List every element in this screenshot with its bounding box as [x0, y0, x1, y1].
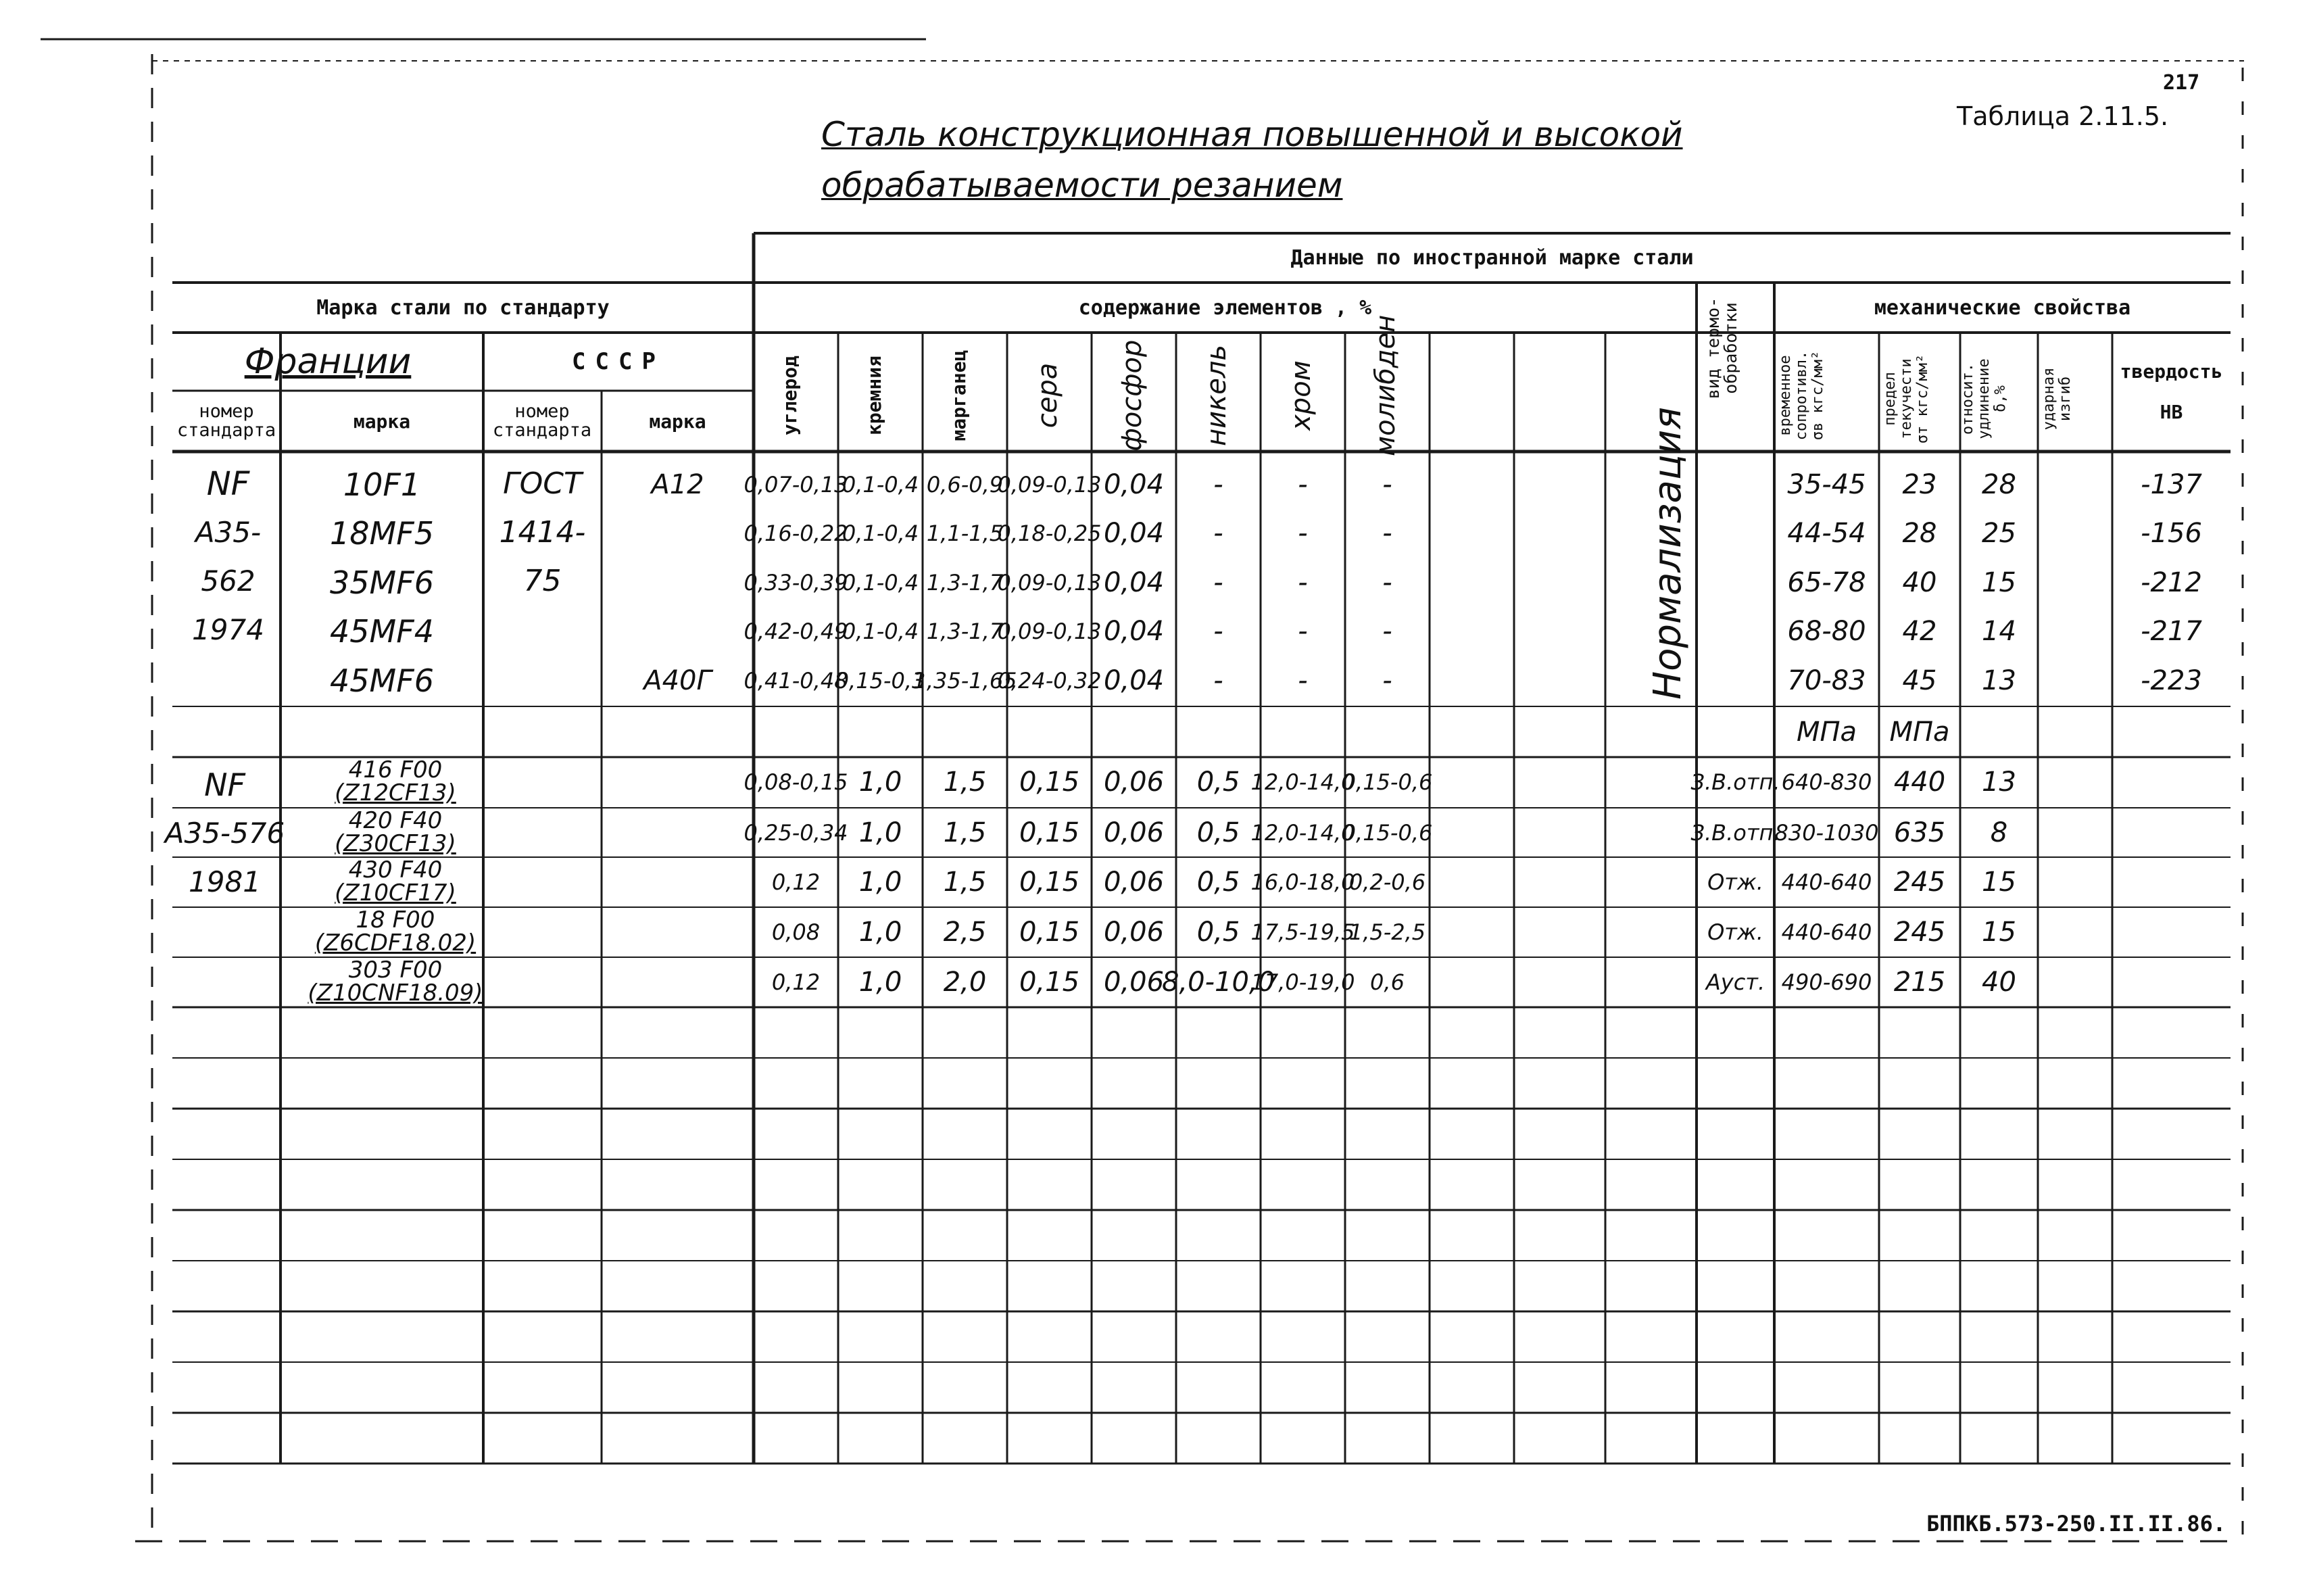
g2-row4-fr-desig: (Z10CNF18.09)	[308, 980, 483, 1007]
g1-row0-tensile: 35-45	[1787, 468, 1866, 500]
page-title-line1: Сталь конструкционная повышенной и высокой	[821, 115, 1683, 154]
g2-row2-fr	[297, 856, 493, 906]
g2-row0-fr-code: 416 F00	[348, 756, 443, 783]
g1-row1-p: 0,04	[1103, 517, 1165, 549]
g1-row3-tensile: 68-80	[1787, 615, 1866, 647]
g2-row3-cr: 17,5-19,5	[1250, 919, 1355, 945]
g1-row2-si: 0,1-0,4	[842, 569, 919, 596]
g1-row3-c: 0,42-0,49	[744, 618, 848, 644]
g1-std-ussr	[483, 460, 602, 606]
g1-row1-hb: -156	[2141, 517, 2202, 549]
g2-row0-fr	[297, 758, 493, 804]
g2-row0-fr-desig: (Z12CF13)	[335, 779, 456, 806]
header-elongation: относит. удлинение δ,%	[1959, 358, 2009, 439]
g1-row2-mo: -	[1382, 566, 1392, 598]
g2-row1-cr: 12,0-14,0	[1250, 820, 1355, 846]
g1-row2-tensile: 65-78	[1787, 566, 1866, 598]
g2-std-fr-1: A35-576	[164, 817, 285, 850]
g2-row3-fr-code: 18 F00	[356, 906, 435, 934]
g1-row4-elong: 13	[1982, 664, 2016, 696]
g1-row2-ni: -	[1213, 566, 1223, 598]
g2-row1-tensile: 830-1030	[1774, 820, 1879, 846]
g1-row1-yield: 28	[1902, 517, 1937, 549]
g2-row3-fr	[297, 906, 493, 957]
header-foreign-data: Данные по иностранной марке стали	[1290, 246, 1694, 270]
g2-row3-ni: 0,5	[1196, 917, 1240, 948]
g2-row0-tensile: 640-830	[1781, 769, 1872, 795]
header-chromium: хром	[1286, 360, 1317, 431]
g1-std-ussr-1: 1414-75	[499, 515, 586, 598]
g1-row3-ni: -	[1213, 615, 1223, 647]
header-elements-content: содержание элементов , %	[1078, 295, 1372, 320]
g2-row3-si: 1,0	[858, 917, 902, 948]
g1-row3-mn: 1,3-1,7	[926, 618, 1004, 644]
g2-row3-c: 0,08	[771, 919, 821, 945]
g2-row3-elong: 15	[1982, 917, 2016, 948]
g1-std-fr-0: NF	[206, 465, 250, 503]
g2-row0-cr: 12,0-14,0	[1250, 769, 1355, 795]
g1-row2-c: 0,33-0,39	[744, 569, 848, 596]
g1-row4-tensile: 70-83	[1787, 664, 1866, 696]
g2-row3-mn: 2,5	[943, 917, 987, 948]
g2-row2-mo: 0,2-0,6	[1348, 869, 1426, 895]
g2-row4-cr: 17,0-19,0	[1250, 969, 1355, 995]
g2-row0-s: 0,15	[1019, 767, 1080, 798]
g1-row4-mn: 1,35-1,65	[912, 667, 1017, 694]
g1-row0-cr: -	[1298, 468, 1308, 500]
g2-row2-p: 0,06	[1103, 867, 1165, 898]
g2-row1-fr	[297, 809, 493, 855]
header-phosphorus: фосфор	[1117, 339, 1148, 452]
header-tensile: временное сопротивл. σв кгс/мм²	[1777, 350, 1826, 441]
g1-row0-ussr: А12	[651, 468, 704, 500]
g2-row4-c: 0,12	[771, 969, 821, 995]
g2-row0-mn: 1,5	[943, 767, 987, 798]
header-hardness: твердость НВ	[2120, 360, 2223, 423]
g1-row4-si: 0,15-0,3	[835, 667, 926, 694]
header-silicon: кремния	[863, 356, 885, 436]
g2-row2-c: 0,12	[771, 869, 821, 895]
g2-row3-tensile: 440-640	[1781, 919, 1872, 945]
g1-row0-ni: -	[1213, 468, 1223, 500]
g2-std-fr-0: NF	[204, 767, 245, 803]
g1-row0-p: 0,04	[1103, 468, 1165, 500]
g2-row0-c: 0,08-0,15	[744, 769, 848, 795]
g1-row3-s: 0,09-0,13	[997, 618, 1102, 644]
g2-row4-s: 0,15	[1019, 967, 1080, 998]
g1-row1-mn: 1,1-1,5	[926, 520, 1004, 546]
g2-row4-mo: 0,6	[1370, 969, 1405, 995]
g1-unit-tensile: МПа	[1796, 716, 1857, 748]
g2-row4-fr-code: 303 F00	[348, 957, 443, 984]
g1-row4-cr: -	[1298, 664, 1308, 696]
header-carbon: углерод	[779, 356, 801, 436]
g1-row3-hb: -217	[2141, 615, 2202, 647]
header-manganese: марганец	[948, 349, 970, 441]
g2-row0-si: 1,0	[858, 767, 902, 798]
g1-row0-mn: 0,6-0,9	[926, 471, 1004, 498]
g2-row0-ni: 0,5	[1196, 767, 1240, 798]
g2-row1-ni: 0,5	[1196, 817, 1240, 848]
header-france: Франции	[244, 341, 412, 382]
g1-row1-elong: 25	[1982, 517, 2016, 549]
g2-row1-fr-code: 420 F40	[348, 807, 443, 834]
g1-row1-mo: -	[1382, 517, 1392, 549]
g2-row2-fr-desig: (Z10CF17)	[335, 879, 456, 906]
g1-row3-yield: 42	[1902, 615, 1937, 647]
g2-row3-mo: 1,5-2,5	[1348, 919, 1426, 945]
header-ussr: СССР	[572, 348, 665, 375]
g2-row2-mn: 1,5	[943, 867, 987, 898]
header-grade-fr: марка	[353, 410, 411, 433]
g2-row0-mo: 0,15-0,6	[1342, 769, 1433, 795]
g2-std-fr-2: 1981	[189, 865, 261, 898]
g1-row1-fr: 18MF5	[330, 514, 434, 552]
header-heat-treatment: вид термо- обработки	[1703, 297, 1740, 400]
header-grade-ussr: марка	[649, 410, 706, 433]
header-grade-by-standard: Марка стали по стандарту	[316, 295, 610, 320]
g1-row1-tensile: 44-54	[1787, 517, 1866, 549]
header-nickel: никель	[1201, 344, 1232, 447]
g1-row1-si: 0,1-0,4	[842, 520, 919, 546]
g2-row2-tensile: 440-640	[1781, 869, 1872, 895]
g2-row2-cr: 16,0-18,0	[1250, 869, 1355, 895]
g1-row0-c: 0,07-0,13	[744, 471, 848, 498]
g2-row2-fr-code: 430 F40	[348, 856, 443, 884]
g2-row0-p: 0,06	[1103, 767, 1165, 798]
g1-row0-yield: 23	[1902, 468, 1937, 500]
g2-row1-p: 0,06	[1103, 817, 1165, 848]
g1-row4-c: 0,41-0,48	[744, 667, 848, 694]
g1-unit-yield: МПа	[1889, 716, 1950, 748]
g1-row1-c: 0,16-0,22	[744, 520, 848, 546]
g1-row2-yield: 40	[1902, 566, 1937, 598]
g2-row1-fr-desig: (Z30CF13)	[335, 830, 456, 857]
g1-row2-hb: -212	[2141, 566, 2202, 598]
g2-row4-mn: 2,0	[943, 967, 987, 998]
g2-row2-treat: Отж.	[1707, 869, 1763, 895]
g2-row2-ni: 0,5	[1196, 867, 1240, 898]
g1-row3-si: 0,1-0,4	[842, 618, 919, 644]
g1-row2-s: 0,09-0,13	[997, 569, 1102, 596]
g1-row2-mn: 1,3-1,7	[926, 569, 1004, 596]
g1-row0-fr: 10F1	[343, 466, 421, 503]
g1-row4-yield: 45	[1902, 664, 1937, 696]
g1-row2-elong: 15	[1982, 566, 2016, 598]
g1-std-fr-1: A35-562	[195, 516, 262, 598]
g1-row0-si: 0,1-0,4	[842, 471, 919, 498]
g2-row0-treat: З.В.отп.	[1690, 769, 1780, 795]
g1-row3-fr: 45MF4	[330, 612, 434, 650]
footer-code: БППКБ.573-250.II.II.86.	[1926, 1511, 2226, 1537]
g2-row4-yield: 215	[1893, 967, 1946, 998]
header-std-number-fr: номер стандарта	[176, 401, 276, 441]
g2-row3-s: 0,15	[1019, 917, 1080, 948]
g2-row1-s: 0,15	[1019, 817, 1080, 848]
g2-row4-p: 0,06	[1103, 967, 1165, 998]
g2-row1-yield: 635	[1893, 817, 1946, 848]
header-sulfur: сера	[1032, 362, 1063, 429]
g2-row2-yield: 245	[1893, 867, 1946, 898]
g1-std-fr	[172, 460, 284, 654]
g1-row4-fr: 45MF6	[330, 662, 434, 699]
g1-row4-s: 0,24-0,32	[997, 667, 1102, 694]
g1-row0-mo: -	[1382, 468, 1392, 500]
header-mech-props: механические свойства	[1874, 295, 2131, 320]
header-std-number-ussr: номер стандарта	[492, 401, 592, 441]
g2-row4-si: 1,0	[858, 967, 902, 998]
page-number: 217	[2163, 71, 2200, 95]
g1-row2-cr: -	[1298, 566, 1308, 598]
header-impact: ударная изгиб	[2041, 367, 2074, 431]
g1-row1-cr: -	[1298, 517, 1308, 549]
g2-row0-yield: 440	[1893, 767, 1946, 798]
g2-std-fr	[162, 760, 287, 906]
g1-row4-hb: -223	[2141, 664, 2202, 696]
g1-treatment: Нормализация	[1646, 407, 1690, 700]
g2-row4-treat: Ауст.	[1705, 969, 1765, 995]
g1-std-fr-2: 1974	[192, 613, 264, 646]
g1-row0-hb: -137	[2141, 468, 2202, 500]
g1-row4-mo: -	[1382, 664, 1392, 696]
g2-row1-mn: 1,5	[943, 817, 987, 848]
g2-row2-si: 1,0	[858, 867, 902, 898]
g2-row2-elong: 15	[1982, 867, 2016, 898]
g2-row0-elong: 13	[1982, 767, 2016, 798]
g1-row0-s: 0,09-0,13	[997, 471, 1102, 498]
g1-row0-elong: 28	[1982, 468, 2016, 500]
g2-row4-tensile: 490-690	[1781, 969, 1872, 995]
page-title-line2: обрабатываемости резанием	[821, 166, 1343, 205]
g2-row4-ni: 8,0-10,0	[1161, 967, 1275, 998]
g1-row3-cr: -	[1298, 615, 1308, 647]
g1-row3-p: 0,04	[1103, 615, 1165, 647]
g2-row1-mo: 0,15-0,6	[1342, 820, 1433, 846]
g2-row3-fr-desig: (Z6CDF18.02)	[314, 929, 477, 957]
g1-row2-fr: 35MF6	[330, 564, 434, 601]
g1-row1-s: 0,18-0,25	[997, 520, 1102, 546]
g2-row3-treat: Отж.	[1707, 919, 1763, 945]
g2-row3-p: 0,06	[1103, 917, 1165, 948]
g2-row1-elong: 8	[1990, 817, 2008, 848]
g1-row2-p: 0,04	[1103, 566, 1165, 598]
g1-row2-ussr	[602, 558, 754, 607]
g1-std-ussr-0: ГОСТ	[503, 466, 582, 501]
g1-row4-p: 0,04	[1103, 664, 1165, 696]
g1-row3-mo: -	[1382, 615, 1392, 647]
g2-row1-si: 1,0	[858, 817, 902, 848]
g2-row1-treat: З.В.отп.	[1690, 820, 1780, 846]
g1-row1-ni: -	[1213, 517, 1223, 549]
g2-row2-s: 0,15	[1019, 867, 1080, 898]
g1-row4-ni: -	[1213, 664, 1223, 696]
g2-row4-fr	[297, 959, 493, 1005]
g1-row4-ussr: А40Г	[643, 664, 712, 696]
g2-row1-c: 0,25-0,34	[744, 820, 848, 846]
g1-row3-elong: 14	[1982, 615, 2016, 647]
g2-row4-elong: 40	[1982, 967, 2016, 998]
header-yield: предел текучести σт кгс/мм²	[1882, 354, 1931, 444]
table-label: Таблица 2.11.5.	[1957, 101, 2169, 131]
g2-row3-yield: 245	[1893, 917, 1946, 948]
g1-row1-ussr	[602, 508, 754, 558]
header-molybdenum: молибден	[1370, 314, 1401, 456]
g1-row3-ussr	[602, 606, 754, 656]
